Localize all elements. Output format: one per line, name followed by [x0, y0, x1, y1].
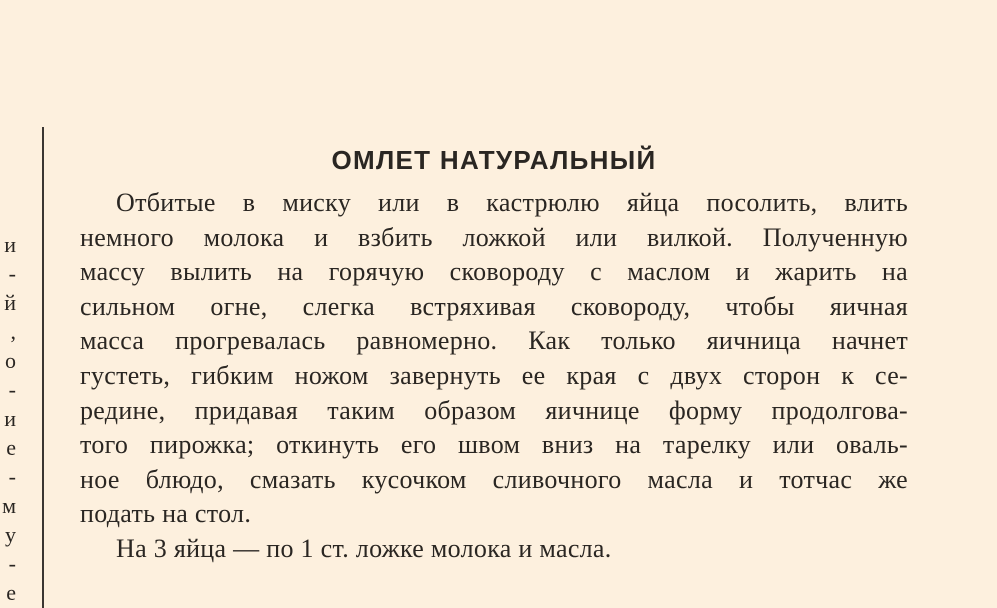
body-line: того пирожка; откинуть его швом вниз на тарелку или оваль- [80, 430, 908, 460]
margin-fragment: - [8, 551, 16, 576]
margin-fragment: - [8, 464, 16, 489]
margin-fragment: й [4, 290, 16, 315]
recipe-body [80, 186, 908, 567]
margin-fragment: , [10, 319, 16, 344]
body-line: редине, придавая таким образом яичнице форму продолгова- [80, 395, 908, 425]
margin-fragment: е [6, 435, 16, 460]
body-line: ное блюдо, смазать кусочком сливочного масла и тотчас же [80, 464, 908, 494]
recipe-title: ОМЛЕТ НАТУРАЛЬНЫЙ [331, 145, 657, 176]
column-divider-line [42, 127, 44, 608]
body-line: густеть, гибким ножом завернуть ее края с двух сторон к се- [80, 360, 908, 390]
body-line: подать на стол. [80, 499, 252, 529]
margin-fragment: и [4, 232, 16, 257]
margin-fragment: м [2, 493, 16, 518]
margin-fragment: и [4, 406, 16, 431]
margin-fragment: о [5, 348, 16, 373]
margin-fragment: - [8, 261, 16, 286]
body-line: массу вылить на горячую сковороду с маслом и жарить на [80, 257, 908, 287]
ingredient-note: На 3 яйца — по 1 ст. ложке молока и масла. [116, 533, 612, 563]
margin-fragment: - [8, 377, 16, 402]
margin-fragment: е [6, 580, 16, 605]
margin-fragment: у [5, 522, 16, 547]
body-line: немного молока и взбить ложкой или вилкой. Полученную [80, 222, 908, 252]
body-line: сильном огне, слегка встряхивая сковороду, чтобы яичная [80, 291, 908, 321]
body-line: масса прогревалась равномерно. Как только яичница начнет [80, 326, 908, 356]
body-line: Отбитые в миску или в кастрюлю яйца посолить, влить [116, 188, 908, 217]
